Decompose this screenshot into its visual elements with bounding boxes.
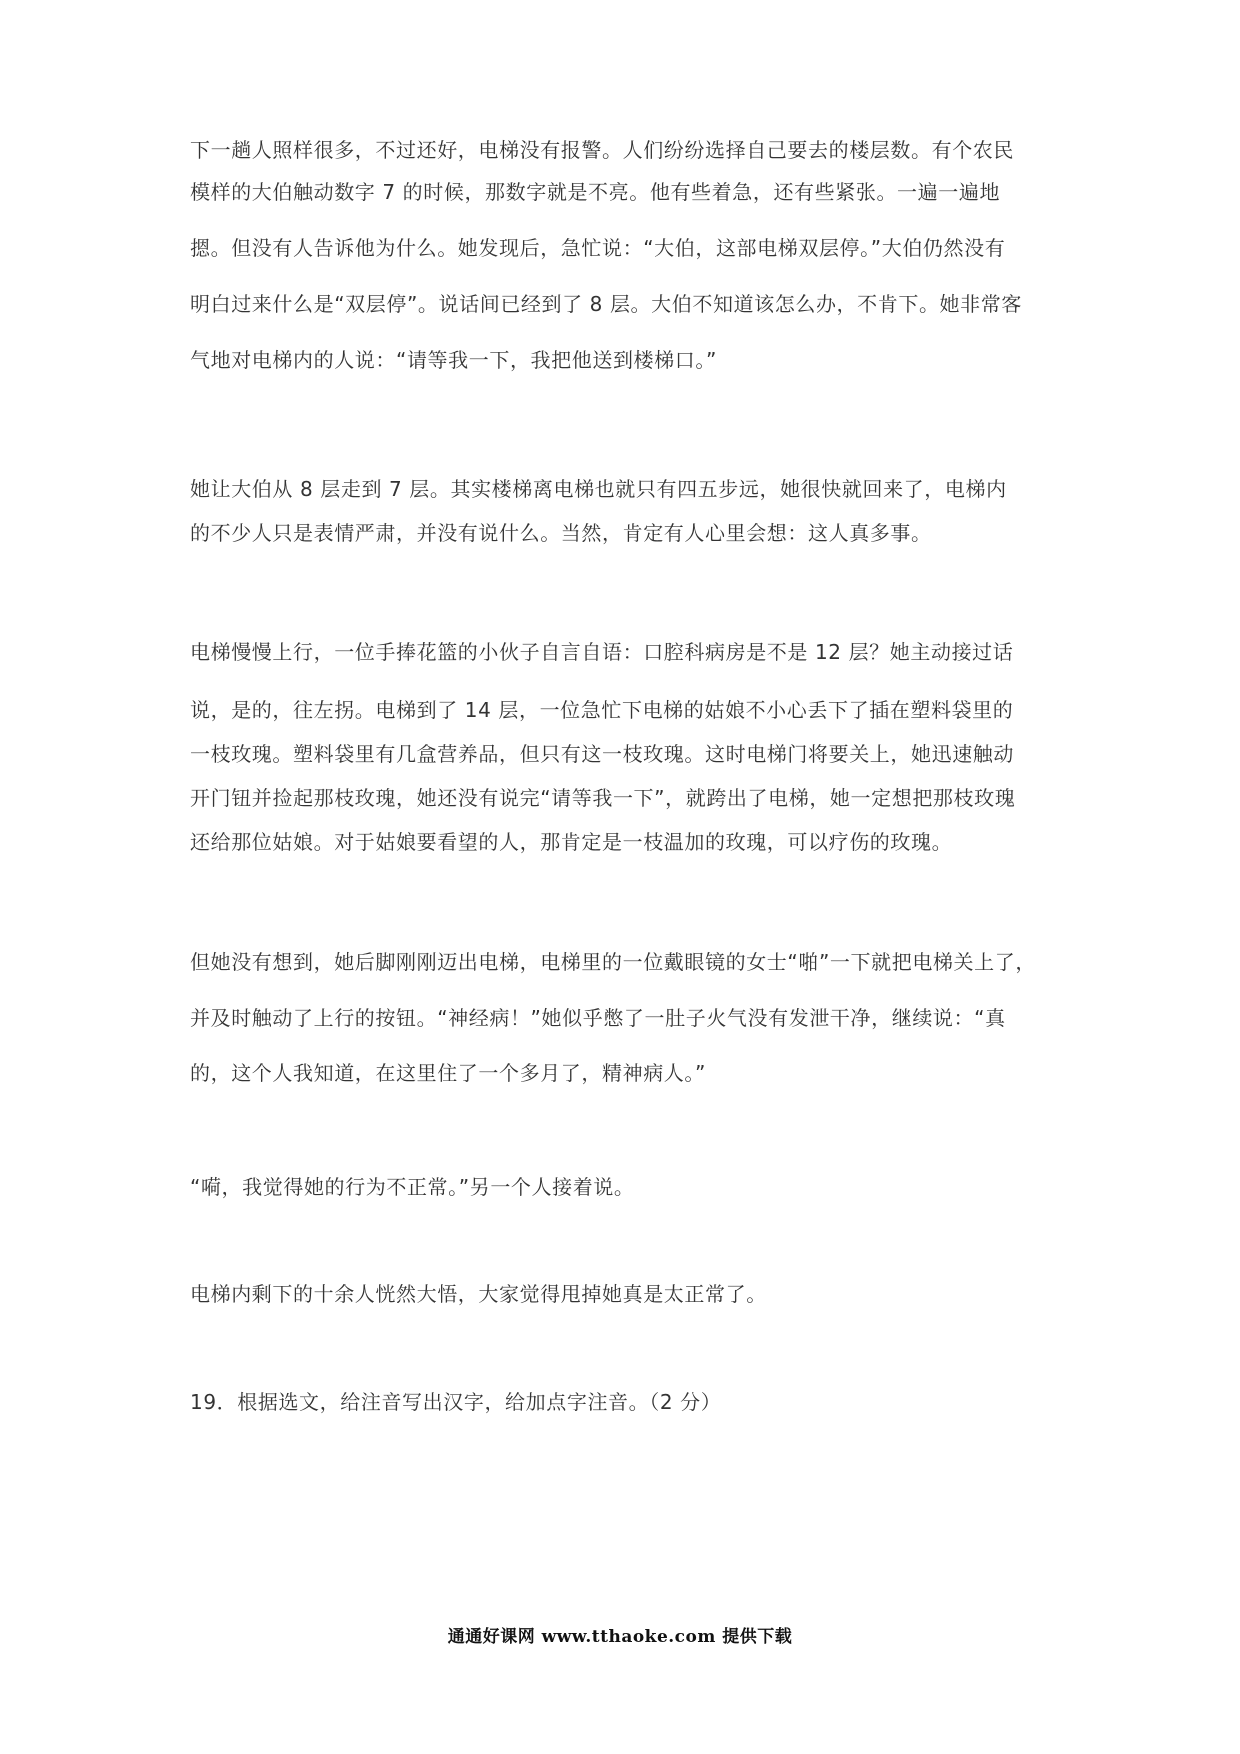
text-line: 明白过来什么是“双层停”。说话间已经到了 8 层。大伯不知道该怎么办，不肯下。她非常客 [190,292,1022,316]
page-footer: 通通好课网 www.tthaoke.com 提供下载 [447,1627,793,1647]
text-line: 一枝玫瑰。塑料袋里有几盒营养品，但只有这一枝玫瑰。这时电梯门将要关上，她迅速触动 [190,742,1014,766]
text-line: 开门钮并捡起那枝玫瑰，她还没有说完“请等我一下”，就跨出了电梯，她一定想把那枝玫瑰 [190,786,1016,810]
text-line: 气地对电梯内的人说：“请等我一下，我把他送到楼梯口。” [190,348,717,372]
text-line: “嗬，我觉得她的行为不正常。”另一个人接着说。 [190,1175,635,1199]
text-line: 模样的大伯触动数字 7 的时候，那数字就是不亮。他有些着急，还有些紧张。一遍一遍地 [190,180,1001,204]
text-line: 还给那位姑娘。对于姑娘要看望的人，那肯定是一枝温加的玫瑰，可以疗伤的玫瑰。 [190,830,953,854]
text-line: 并及时触动了上行的按钮。“神经病！”她似乎憋了一肚子火气没有发泄干净，继续说：“真 [190,1006,1006,1030]
text-line: 说，是的，往左拐。电梯到了 14 层，一位急忙下电梯的姑娘不小心丢下了插在塑料袋里的 [190,698,1014,722]
text-line: 的不少人只是表情严肃，并没有说什么。当然，肯定有人心里会想：这人真多事。 [190,521,932,545]
text-line: 的，这个人我知道，在这里住了一个多月了，精神病人。” [190,1061,706,1085]
text-line: 电梯内剩下的十余人恍然大悟，大家觉得甩掉她真是太正常了。 [190,1282,767,1306]
text-line: 电梯慢慢上行，一位手捧花篮的小伙子自言自语：口腔科病房是不是 12 层？她主动接过话 [190,640,1014,664]
text-line: 但她没有想到，她后脚刚刚迈出电梯，电梯里的一位戴眼镜的女士“啪”一下就把电梯关上了， [190,950,1036,974]
text-line: 她让大伯从 8 层走到 7 层。其实楼梯离电梯也就只有四五步远，她很快就回来了，电梯内 [190,477,1007,501]
text-line: 下一趟人照样很多，不过还好，电梯没有报警。人们纷纷选择自己要去的楼层数。有个农民 [190,138,1014,162]
question-text: 19．根据选文，给注音写出汉字，给加点字注音。（2 分） [190,1390,722,1414]
text-line: 摁。但没有人告诉他为什么。她发现后，急忙说：“大伯，这部电梯双层停。”大伯仍然没有 [190,236,1006,260]
